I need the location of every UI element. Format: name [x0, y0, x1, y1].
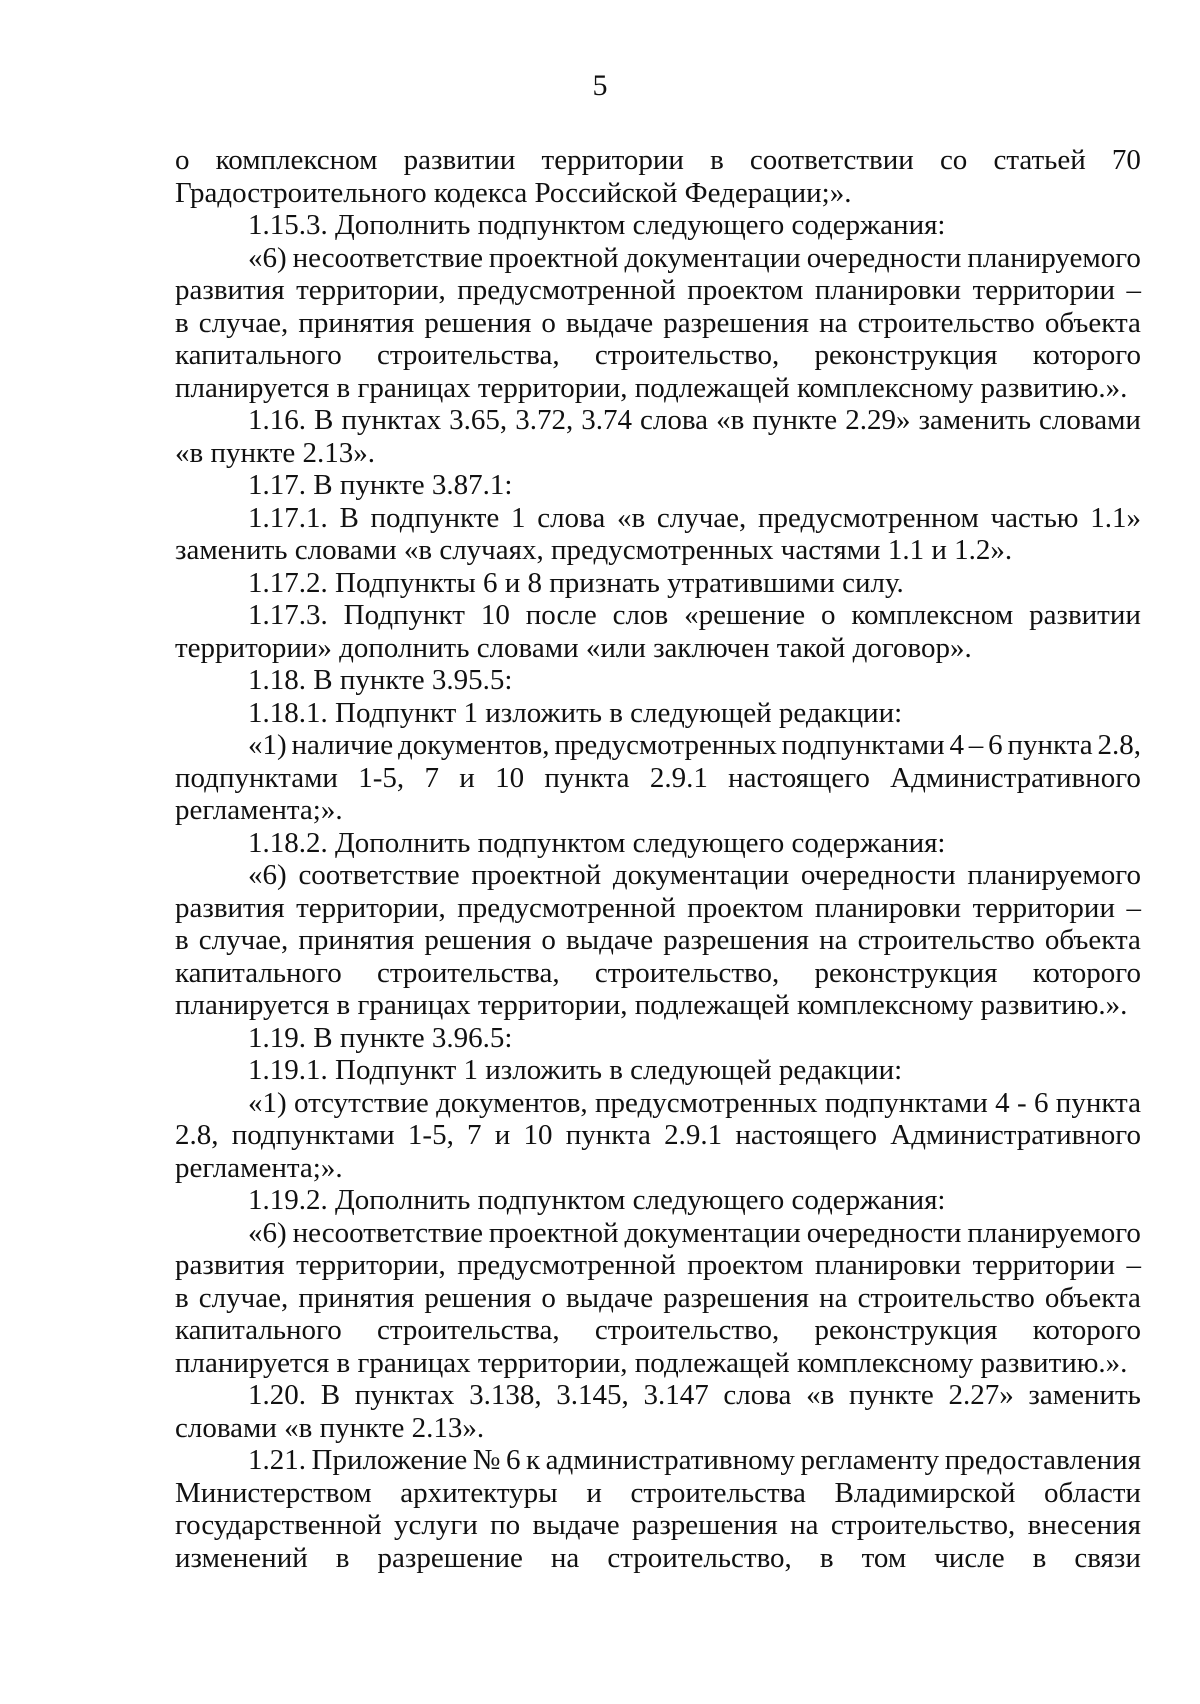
text-word: выдаче [565, 924, 654, 956]
text-word: «6) [248, 859, 287, 891]
text-word: государственной [175, 1509, 382, 1541]
text-word: очередности [806, 241, 962, 274]
text-word: 3.74 [581, 404, 632, 436]
text-line: регламента;». [175, 1151, 343, 1184]
text-word: в [710, 144, 724, 176]
text-word: настоящего [728, 761, 870, 794]
text-line [175, 307, 1141, 340]
text-word: 2.27» [948, 1379, 1014, 1411]
text-word: 10 [495, 761, 525, 794]
text-word: которого [1032, 1314, 1141, 1346]
text-word: о [820, 599, 836, 631]
text-word: строительство [857, 1281, 1035, 1314]
text-word: 1-5, [407, 1119, 454, 1151]
text-word: о [541, 924, 556, 956]
text-line: 1.15.3. Дополнить подпунктом следующего содержания: [248, 209, 946, 241]
text-word: 2.8, [1097, 729, 1141, 761]
text-word: в [819, 1541, 834, 1574]
text-word: 1-5, [358, 761, 405, 794]
text-word: строительство, [594, 1314, 780, 1346]
text-word: на [819, 1281, 848, 1314]
text-word: территории [972, 274, 1115, 306]
text-line: планируется в границах территории, подлежащей комплексному развитию.». [175, 371, 1128, 404]
text-word: 1.17.1. [248, 501, 328, 534]
text-line: территории» дополнить словами «или заключен такой договор». [175, 631, 972, 664]
text-line [175, 1282, 1141, 1315]
text-word: статьей [993, 144, 1086, 176]
text-word: территории, [296, 274, 446, 306]
text-word: «1) [248, 1086, 287, 1119]
text-word: 6 [1033, 1086, 1049, 1119]
text-line [175, 144, 1141, 177]
text-word: территории [541, 144, 684, 176]
text-word: предусмотренном [758, 501, 979, 534]
text-line [175, 729, 1141, 762]
text-line [175, 1087, 1141, 1120]
text-word: Приложение [311, 1444, 468, 1476]
text-word: «6) [248, 241, 287, 274]
text-word: реконструкция [814, 339, 998, 371]
text-word: в [1032, 1541, 1047, 1574]
text-word: в [335, 1541, 350, 1574]
text-word: отсутствие [294, 1086, 429, 1119]
text-word: капитального [175, 339, 342, 371]
text-word: проектной [471, 859, 602, 891]
text-word: слова [723, 1379, 792, 1411]
text-line: 1.19.1. Подпункт 1 изложить в следующей редакции: [248, 1054, 903, 1086]
text-line [175, 599, 1141, 632]
text-word: решения [424, 306, 532, 339]
text-word: Подпункт [343, 599, 465, 631]
text-word: строительства, [376, 339, 560, 371]
text-word: подпунктами [781, 729, 945, 761]
text-line: 1.19.2. Дополнить подпунктом следующего содержания: [248, 1184, 946, 1216]
text-line [175, 1217, 1141, 1250]
text-word: проектной [488, 241, 619, 274]
text-line [175, 892, 1141, 925]
text-word: Административного [890, 1119, 1141, 1151]
text-word: которого [1032, 956, 1141, 989]
text-word: 70 [1111, 144, 1141, 176]
text-word: документов, [397, 729, 550, 761]
text-word: развитии [403, 144, 516, 176]
text-word: планируемого [967, 859, 1141, 891]
text-word: очередности [806, 1216, 962, 1249]
text-word: принятия [298, 1281, 415, 1314]
text-word: - [1016, 1086, 1027, 1119]
text-word: Министерством [175, 1476, 372, 1509]
text-word: очередности [800, 859, 956, 891]
text-word: соответствии [749, 144, 914, 176]
text-word: предусмотренных [594, 1086, 818, 1119]
text-word: В [320, 1379, 341, 1411]
text-word: планировки [814, 274, 962, 306]
text-word: «в [616, 501, 646, 534]
text-word: «1) [248, 729, 287, 761]
text-word: внесения [1027, 1509, 1141, 1541]
text-word: № [472, 1444, 501, 1476]
text-line [175, 1542, 1141, 1575]
text-word: пунктах [341, 404, 442, 436]
text-word: строительства, [376, 956, 560, 989]
text-word: «6) [248, 1216, 287, 1249]
text-word: строительство [857, 306, 1035, 339]
text-word: разрешение [377, 1541, 523, 1574]
text-word: слова [640, 404, 709, 436]
text-word: области [1044, 1476, 1141, 1509]
text-word: подпункте [370, 501, 500, 534]
text-word: и [494, 1119, 511, 1151]
text-line: регламента;». [175, 794, 343, 826]
text-word: 10 [523, 1119, 553, 1151]
text-word: 6 [988, 729, 1003, 761]
text-word: подпунктами [175, 761, 338, 794]
text-word: настоящего [735, 1119, 878, 1151]
text-word: 1.16. [248, 404, 306, 436]
text-line [175, 242, 1141, 275]
text-word: объекта [1044, 306, 1141, 339]
text-word: слов [612, 599, 669, 631]
text-word: словами [1039, 404, 1141, 436]
text-word: – [1126, 1249, 1141, 1281]
text-word: строительство, [830, 1509, 1016, 1541]
text-word: строительства, [376, 1314, 560, 1346]
text-word: о [175, 144, 190, 176]
text-word: развития [175, 1249, 285, 1281]
text-word: развития [175, 891, 285, 924]
text-word: 3.145, [556, 1379, 629, 1411]
text-word: предусмотренной [457, 274, 676, 306]
text-line: заменить словами «в случаях, предусмотренных частями 1.1 и 1.2». [175, 534, 1013, 566]
text-word: «в [716, 404, 745, 436]
text-word: числе [934, 1541, 1005, 1574]
text-word: территории [972, 1249, 1115, 1281]
text-word: и [586, 1476, 602, 1509]
text-word: в [175, 306, 189, 339]
text-word: 2.29» [845, 404, 911, 436]
text-word: соответствие [298, 859, 460, 891]
text-word: заменить [1028, 1379, 1141, 1411]
text-word: – [1126, 891, 1141, 924]
text-word: после [525, 599, 597, 631]
text-line [175, 762, 1141, 795]
text-word: на [819, 306, 848, 339]
text-word: 2.8, [175, 1119, 219, 1151]
text-word: пункта [544, 761, 630, 794]
text-word: 4 [949, 729, 964, 761]
text-word: Административного [890, 761, 1141, 794]
text-word: слова [537, 501, 606, 534]
text-word: документации [624, 241, 801, 274]
text-word: услуги [394, 1509, 478, 1541]
text-word: регламенту [800, 1444, 940, 1476]
text-line [175, 1444, 1141, 1477]
text-word: несоответствие [292, 1216, 483, 1249]
text-word: пункте [752, 404, 838, 436]
text-line [175, 502, 1141, 535]
text-word: 1.17.3. [248, 599, 328, 631]
text-line [175, 1379, 1141, 1412]
text-word: территории [972, 891, 1115, 924]
text-line [175, 1119, 1141, 1152]
text-word: принятия [298, 306, 415, 339]
text-word: на [819, 924, 848, 956]
text-word: и [459, 761, 475, 794]
text-word: решения [424, 924, 532, 956]
text-word: в [175, 924, 189, 956]
text-line [175, 1477, 1141, 1510]
text-word: 3.72, [515, 404, 574, 436]
text-line: «в пункте 2.13». [175, 436, 375, 469]
text-word: административному [545, 1444, 795, 1476]
text-line: 1.18. В пункте 3.95.5: [248, 664, 513, 696]
text-line [175, 1314, 1141, 1347]
text-word: пунктах [354, 1379, 455, 1411]
text-word: которого [1032, 339, 1141, 371]
text-word: проектом [687, 891, 804, 924]
text-word: 1 [510, 501, 526, 534]
text-word: случае, [656, 501, 747, 534]
text-line: 1.17.2. Подпункты 6 и 8 признать утратившими силу. [248, 566, 904, 599]
document-body [175, 144, 1141, 1574]
text-line [175, 1509, 1141, 1542]
text-word: – [968, 729, 984, 761]
text-word: разрешения [663, 306, 809, 339]
text-word: выдаче [532, 1509, 620, 1541]
text-word: капитального [175, 1314, 342, 1346]
text-word: случае, [198, 1281, 289, 1314]
text-word: 7 [467, 1119, 482, 1151]
text-line [175, 859, 1141, 892]
text-line [175, 924, 1141, 957]
text-word: архитектуры [400, 1476, 558, 1509]
text-word: 4 [995, 1086, 1010, 1119]
text-word: строительство [857, 924, 1035, 956]
page-number: 5 [592, 69, 608, 102]
text-word: 10 [480, 599, 510, 631]
text-word: на [790, 1509, 819, 1541]
text-word: проектом [687, 274, 804, 306]
text-word: принятия [298, 924, 415, 956]
text-word: частью [990, 501, 1079, 534]
text-word: комплексном [215, 144, 378, 176]
text-word: строительства [630, 1476, 806, 1509]
text-word: о [541, 1281, 556, 1314]
text-line: планируется в границах территории, подлежащей комплексному развитию.». [175, 989, 1128, 1021]
text-word: выдаче [565, 306, 654, 339]
text-word: В [314, 404, 334, 436]
text-word: строительство, [594, 956, 780, 989]
text-word: комплексном [851, 599, 1014, 631]
text-word: выдаче [565, 1281, 654, 1314]
text-word: 3.138, [469, 1379, 542, 1411]
text-word: случае, [198, 306, 289, 339]
text-word: в [175, 1281, 189, 1314]
text-word: пункта [565, 1119, 651, 1151]
text-word: подпунктами [231, 1119, 395, 1151]
text-word: 1.20. [248, 1379, 306, 1411]
text-word: несоответствие [292, 241, 483, 274]
text-line [175, 404, 1141, 437]
text-word: случае, [198, 924, 289, 956]
text-word: связи [1074, 1541, 1141, 1574]
text-word: территории, [296, 1249, 446, 1281]
text-word: подпунктами [824, 1086, 988, 1119]
text-line: 1.18.2. Дополнить подпунктом следующего содержания: [248, 826, 946, 859]
text-word: объекта [1044, 1281, 1141, 1314]
text-word: предусмотренной [457, 1249, 676, 1281]
text-word: территории, [296, 891, 446, 924]
text-word: к [526, 1444, 541, 1476]
text-word: решения [424, 1281, 532, 1314]
text-word: 3.147 [643, 1379, 709, 1411]
text-word: проектом [687, 1249, 804, 1281]
text-word: изменений [175, 1541, 308, 1574]
text-word: планируемого [967, 1216, 1141, 1249]
text-word: «в [806, 1379, 835, 1411]
text-word: развития [175, 274, 285, 306]
text-word: строительство, [594, 339, 780, 371]
text-word: 1.21. [248, 1444, 306, 1476]
text-word: наличие [291, 729, 394, 761]
text-word: 2.9.1 [664, 1119, 723, 1151]
text-word: заменить [918, 404, 1031, 436]
text-word: разрешения [663, 924, 809, 956]
text-line [175, 339, 1141, 372]
text-word: предоставления [944, 1444, 1141, 1476]
text-word: 6 [505, 1444, 521, 1476]
text-line: словами «в пункте 2.13». [175, 1411, 485, 1444]
text-word: пункта [1007, 729, 1093, 761]
text-word: со [939, 144, 968, 176]
text-word: капитального [175, 956, 342, 989]
text-word: В [339, 501, 359, 534]
text-word: планируемого [967, 241, 1141, 274]
text-word: на [550, 1541, 580, 1574]
text-word: Владимирской [834, 1476, 1016, 1509]
text-word: документации [612, 859, 790, 891]
text-word: 1.1» [1090, 501, 1141, 534]
text-word: объекта [1044, 924, 1141, 956]
text-word: 7 [424, 761, 439, 794]
text-word: о [541, 306, 556, 339]
text-word: документации [624, 1216, 801, 1249]
text-line: Градостроительного кодекса Российской Федерации;». [175, 176, 852, 209]
text-word: разрешения [663, 1281, 809, 1314]
text-word: документов, [436, 1086, 588, 1119]
text-word: «решение [684, 599, 806, 631]
text-word: предусмотренных [554, 729, 777, 761]
text-line: 1.19. В пункте 3.96.5: [248, 1021, 513, 1054]
text-line [175, 274, 1141, 307]
text-word: пункта [1055, 1086, 1141, 1119]
text-word: разрешения [631, 1509, 778, 1541]
text-line [175, 957, 1141, 990]
text-word: планировки [814, 1249, 962, 1281]
text-word: реконструкция [814, 956, 998, 989]
text-word: по [490, 1509, 521, 1541]
text-line: планируется в границах территории, подлежащей комплексному развитию.». [175, 1346, 1128, 1379]
text-word: 2.9.1 [649, 761, 708, 794]
text-word: проектной [488, 1216, 619, 1249]
text-line: 1.18.1. Подпункт 1 изложить в следующей редакции: [248, 696, 903, 729]
text-word: строительство, [607, 1541, 792, 1574]
text-line [175, 1249, 1141, 1282]
text-line: 1.17. В пункте 3.87.1: [248, 469, 513, 501]
text-word: реконструкция [814, 1314, 998, 1346]
text-word: том [861, 1541, 907, 1574]
text-word: планировки [814, 891, 962, 924]
text-word: 3.65, [449, 404, 508, 436]
text-word: – [1126, 274, 1141, 306]
text-word: пункте [848, 1379, 934, 1411]
text-word: предусмотренной [457, 891, 676, 924]
text-word: развитии [1029, 599, 1141, 631]
